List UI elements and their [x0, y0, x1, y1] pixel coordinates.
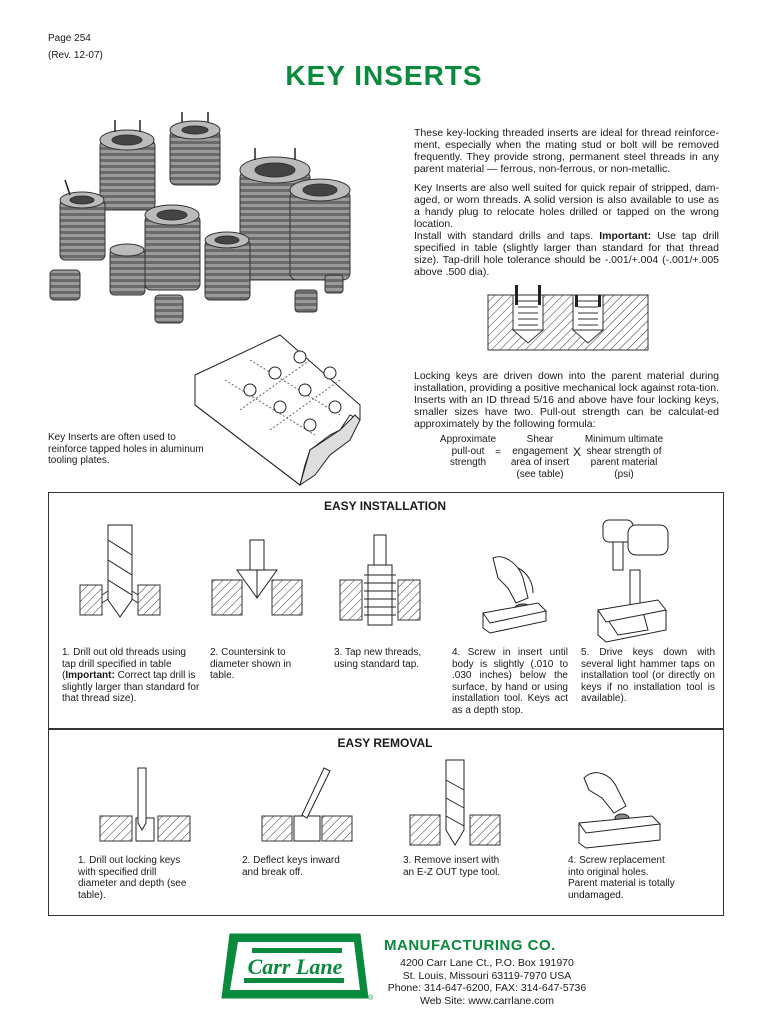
- install-step-4: [452, 647, 568, 716]
- install-step-3-text: Tap new threads, using standard tap.: [334, 647, 422, 670]
- install-step-5-diagram: [588, 520, 668, 645]
- install-step-3: [334, 647, 439, 670]
- formula-times: X: [572, 445, 581, 459]
- remove-step-4-num: 4.: [568, 855, 577, 866]
- install-step-2-diagram: [212, 540, 302, 620]
- install-step-1-diagram: [80, 525, 160, 645]
- install-step-1-important: Important:: [65, 670, 115, 681]
- remove-step-1: [78, 855, 188, 901]
- install-step-5-text: Drive keys down with several light hammer taps on installation tool (or directly on keys if no installation tool is available).: [581, 647, 716, 704]
- tooling-plate-diagram: [190, 335, 365, 485]
- intro-paragraph-3: [414, 230, 719, 278]
- remove-step-3-diagram: [410, 760, 500, 850]
- svg-text:®: ®: [368, 995, 374, 1002]
- remove-step-4-diagram: [574, 768, 664, 848]
- intro-p3-pre: Install with standard drills and taps.: [414, 230, 600, 242]
- address-line-2: St. Louis, Missouri 63119-7970 USA: [402, 969, 572, 982]
- install-step-4-diagram: [478, 553, 548, 633]
- install-step-2-text: Countersink to diameter shown in table.: [210, 647, 292, 681]
- remove-step-1-diagram: [100, 768, 190, 848]
- locking-keys-paragraph: Locking keys are driven down into the parent material during installation, providing a positive mechanical lock against rota-tion. Inserts with an ID thread 5/16 and above have four locking keys, smaller sizes have two. Pull-out strength can be calculat-ed approximately by the following formula:: [414, 370, 719, 430]
- remove-step-1-num: 1.: [78, 855, 87, 866]
- key-inserts-photo: [40, 120, 380, 330]
- footer-address: [384, 957, 590, 1007]
- formula-pullout: Approximate pull-out strength: [439, 434, 497, 468]
- remove-step-4-text: Screw replacement into original holes. Parent material is totally undamaged.: [568, 855, 675, 901]
- install-step-1-num: 1.: [62, 647, 71, 658]
- logo-lettering: Carr Lane: [247, 954, 343, 979]
- remove-step-3-text: Remove insert with an E-Z OUT type tool.: [403, 855, 501, 878]
- formula-equals: =: [495, 447, 501, 458]
- carr-lane-logo: [222, 930, 372, 1002]
- address-line-1: 4200 Carr Lane Ct., P.O. Box 191970: [400, 957, 574, 969]
- remove-step-3: [403, 855, 508, 878]
- install-step-2: [210, 647, 310, 682]
- removal-title: EASY REMOVAL: [337, 736, 433, 750]
- intro-p3-post: Use tap drill specified in table (slightly larger than standard for that thread size). Tap-drill hole tolerance should be -.001/+.004 (-.001/+.005 above .500 dia).: [414, 230, 720, 278]
- formula-shear-area: Shear engagement area of insert (see table): [510, 434, 570, 480]
- company-name: MANUFACTURING CO.: [384, 937, 556, 954]
- installation-title: EASY INSTALLATION: [323, 499, 446, 513]
- website: Web Site: www.carrlane.com: [419, 994, 555, 1007]
- install-step-1-text: Drill out old threads using tap drill specified in table (: [62, 647, 186, 681]
- formula-shear-strength: Minimum ultimate shear strength of parent material (psi): [584, 434, 664, 480]
- page-number: Page 254: [48, 33, 91, 44]
- install-step-3-num: 3.: [334, 647, 343, 658]
- remove-step-2-num: 2.: [242, 855, 251, 866]
- remove-step-3-num: 3.: [403, 855, 412, 866]
- remove-step-2: [242, 855, 352, 878]
- install-step-1: [62, 647, 202, 705]
- cross-section-diagram: [488, 285, 648, 355]
- install-step-3-diagram: [340, 535, 420, 630]
- remove-step-1-text: Drill out locking keys with specified drill diameter and depth (see table).: [78, 855, 187, 901]
- remove-step-4: [568, 855, 678, 901]
- intro-p3-important: Important:: [599, 230, 652, 242]
- remove-step-2-diagram: [262, 768, 352, 848]
- plate-caption: Key Inserts are often used to reinforce tapped holes in aluminum tooling plates.: [48, 432, 204, 466]
- remove-step-2-text: Deflect keys inward and break off.: [242, 855, 340, 878]
- phone-fax: Phone: 314-647-6200, FAX: 314-647-5736: [387, 982, 587, 994]
- install-step-4-num: 4.: [452, 647, 461, 658]
- page-title: KEY INSERTS: [285, 60, 483, 91]
- install-step-5-num: 5.: [581, 647, 590, 658]
- install-step-5: [581, 647, 715, 705]
- intro-paragraph-1: These key-locking threaded inserts are ideal for thread reinforce-ment, especially when the mating stud or bolt will be removed frequently. They provide strong, permanent steel threads in any parent material — ferrous, non-ferrous, or non-metallic.: [414, 127, 719, 175]
- install-step-1-text-post: Correct tap drill is slightly larger than standard for that thread size).: [62, 670, 200, 704]
- intro-paragraph-2: Key Inserts are also well suited for quick repair of stripped, dam-aged, or worn threads. A solid version is also available to use as a handy plug to relocate holes drilled or tapped on the wrong location.: [414, 182, 719, 230]
- install-step-4-text: Screw in insert until body is slightly (.010 to .030 inches) below the surface, by hand or using installation tool. Keys act as a depth stop.: [452, 647, 568, 716]
- revision-label: (Rev. 12-07): [48, 50, 103, 61]
- install-step-2-num: 2.: [210, 647, 219, 658]
